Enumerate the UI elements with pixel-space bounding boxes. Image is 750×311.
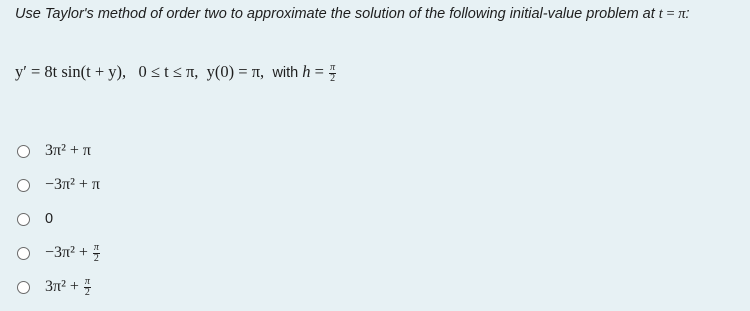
answer-label: 3π² + π bbox=[45, 142, 91, 159]
answer-label-text: −3π² + bbox=[45, 243, 88, 261]
question-value: π bbox=[678, 6, 686, 22]
answer-option-4[interactable] bbox=[17, 239, 101, 267]
question-end: : bbox=[685, 6, 690, 22]
interval: 0 ≤ t ≤ π, bbox=[138, 62, 199, 81]
ivp-equation bbox=[15, 62, 337, 84]
answer-option-1[interactable] bbox=[17, 137, 101, 165]
answer-label: 0 bbox=[45, 211, 54, 227]
answer-option-3[interactable] bbox=[17, 205, 101, 233]
answer-label-text: 3π² + bbox=[45, 277, 79, 295]
question-var: t bbox=[658, 6, 663, 22]
initial-condition: y(0) = π, bbox=[206, 62, 265, 81]
question-eq: = bbox=[662, 6, 679, 22]
question-body: Use Taylor's method of order two to approximate the solution of the following initial-value problem at bbox=[15, 6, 659, 22]
with-label: with bbox=[272, 65, 303, 81]
answer-label bbox=[45, 243, 101, 264]
step-var: h bbox=[302, 62, 311, 81]
step-denominator: 2 bbox=[330, 72, 336, 84]
fraction-numerator: π bbox=[93, 241, 99, 253]
fraction-numerator: π bbox=[84, 275, 90, 287]
answer-option-2[interactable] bbox=[17, 171, 101, 199]
fraction-denominator: 2 bbox=[93, 252, 99, 264]
answer-fraction bbox=[93, 243, 100, 264]
ode-expression: y′ = 8t sin(t + y), bbox=[15, 62, 127, 81]
radio-button[interactable] bbox=[17, 145, 30, 158]
answer-option-5[interactable] bbox=[17, 273, 101, 301]
step-fraction bbox=[329, 63, 336, 84]
answer-fraction bbox=[84, 277, 91, 298]
answer-label: −3π² + π bbox=[45, 176, 100, 193]
step-eq: = bbox=[310, 62, 329, 81]
radio-button[interactable] bbox=[17, 281, 30, 294]
fraction-denominator: 2 bbox=[84, 286, 90, 298]
radio-button[interactable] bbox=[17, 247, 30, 260]
radio-button[interactable] bbox=[17, 179, 30, 192]
answer-options bbox=[17, 137, 101, 307]
radio-button[interactable] bbox=[17, 213, 30, 226]
answer-label bbox=[45, 277, 92, 298]
step-numerator: π bbox=[330, 61, 336, 73]
question-text bbox=[15, 6, 690, 23]
